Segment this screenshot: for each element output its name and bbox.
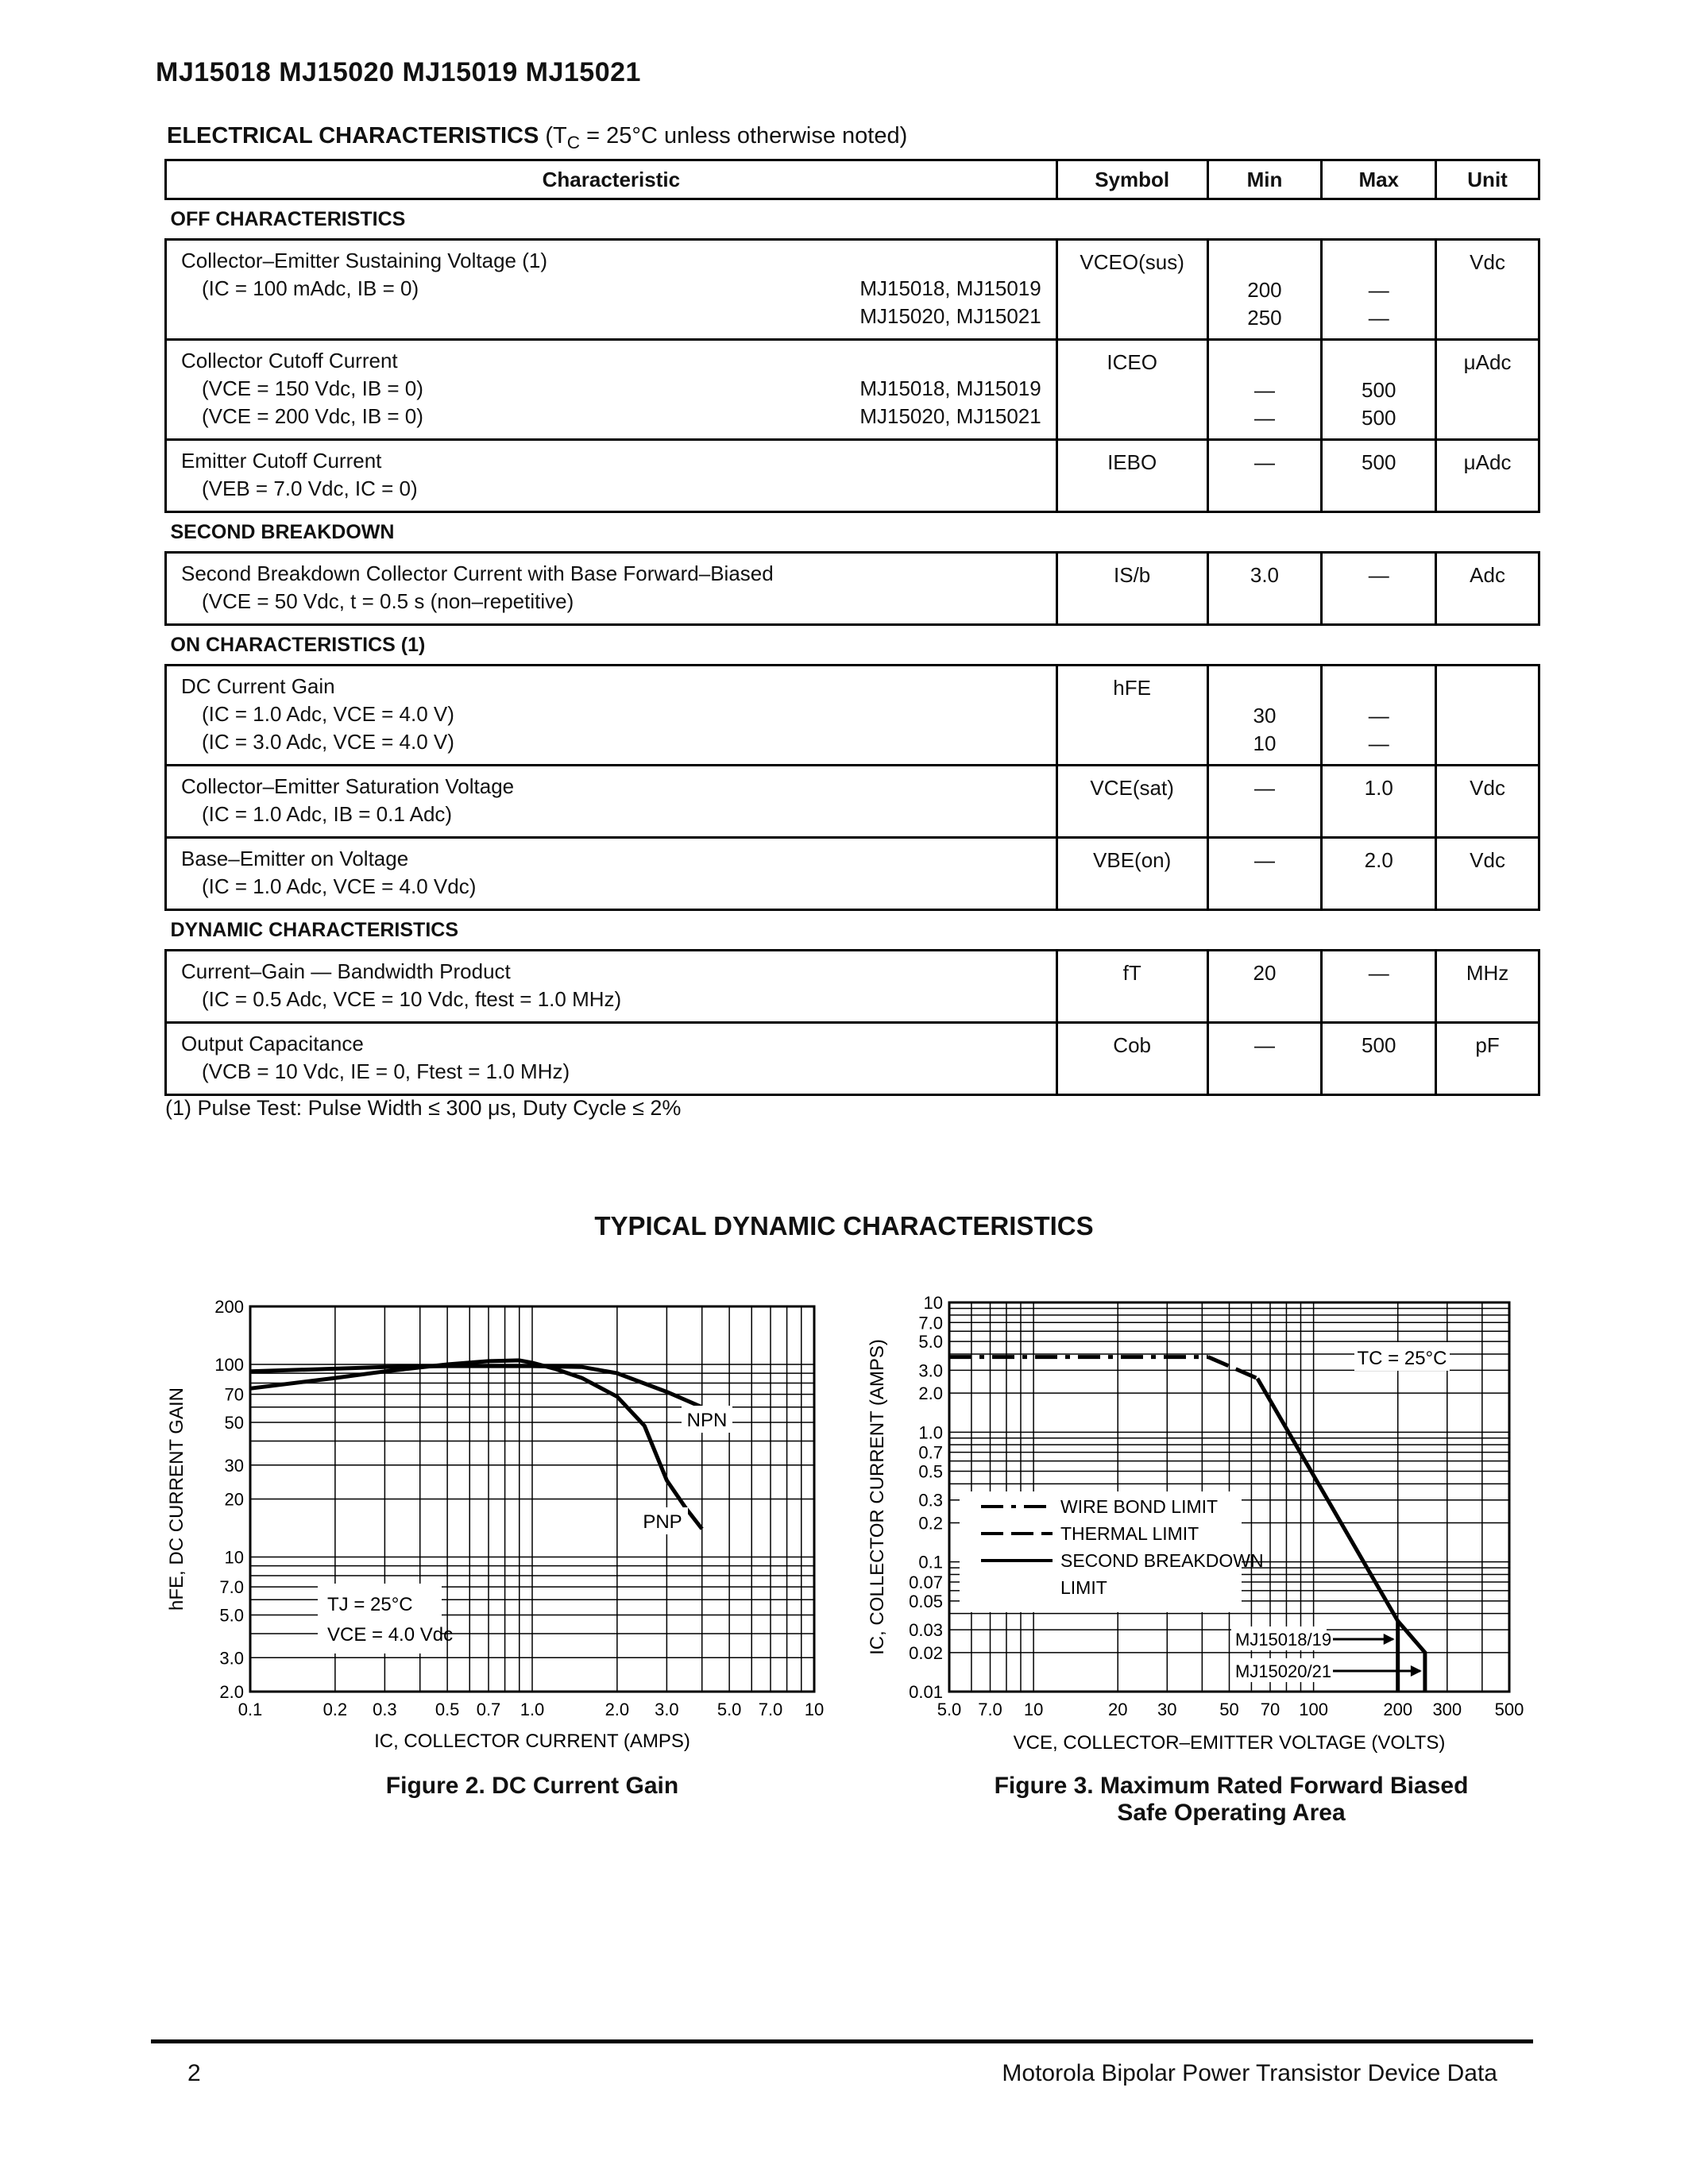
- y-tick-label: 5.0: [219, 1605, 244, 1626]
- y-tick-label: 3.0: [918, 1360, 943, 1381]
- figure2-caption: Figure 2. DC Current Gain: [385, 1773, 679, 1799]
- annotation-line-1: TJ = 25°C: [327, 1594, 413, 1615]
- x-axis-label: IC, COLLECTOR CURRENT (AMPS): [374, 1731, 690, 1752]
- y-tick-label: 0.1: [918, 1552, 943, 1572]
- figure3-caption: Figure 3. Maximum Rated Forward Biased Safe Operating Area: [994, 1773, 1469, 1826]
- y-axis-label: hFE, DC CURRENT GAIN: [166, 1387, 187, 1611]
- y-tick-label: 70: [224, 1384, 244, 1405]
- x-tick-label: 50: [1219, 1700, 1239, 1719]
- col-max: Max: [1322, 160, 1436, 199]
- dc-current-gain-chart: [151, 1279, 850, 1771]
- x-tick-label: 5.0: [717, 1700, 742, 1719]
- x-tick-label: 500: [1494, 1700, 1524, 1719]
- x-tick-label: 3.0: [655, 1700, 679, 1719]
- table-row: Output Capacitance (VCB = 10 Vdc, IE = 0, Ftest = 1.0 MHz) Cob — 500 pF: [166, 1023, 1539, 1095]
- table-row: Collector–Emitter Saturation Voltage (IC = 1.0 Adc, IB = 0.1 Adc) VCE(sat) — 1.0 Vdc: [166, 766, 1539, 838]
- x-tick-label: 1.0: [520, 1700, 545, 1719]
- y-tick-label: 200: [214, 1297, 244, 1317]
- x-tick-label: 5.0: [937, 1700, 962, 1719]
- table-row: Emitter Cutoff Current (VEB = 7.0 Vdc, IC = 0) IEBO — 500 μAdc: [166, 440, 1539, 512]
- y-tick-label: 0.3: [918, 1490, 943, 1511]
- table-row: DC Current Gain (IC = 1.0 Adc, VCE = 4.0 V) (IC = 3.0 Adc, VCE = 4.0 V) hFE 30 10 — —: [166, 666, 1539, 766]
- y-tick-label: 20: [224, 1489, 244, 1510]
- series-label-npn: NPN: [686, 1410, 728, 1431]
- y-tick-label: 7.0: [219, 1577, 244, 1598]
- y-axis-label: IC, COLLECTOR CURRENT (AMPS): [867, 1339, 888, 1655]
- y-tick-label: 0.5: [918, 1461, 943, 1482]
- annotation-line-2: VCE = 4.0 Vdc: [327, 1624, 454, 1646]
- y-tick-label: 2.0: [918, 1383, 943, 1404]
- section-on: ON CHARACTERISTICS (1): [170, 634, 426, 656]
- footnote: (1) Pulse Test: Pulse Width ≤ 300 μs, Duty Cycle ≤ 2%: [165, 1096, 682, 1120]
- col-characteristic: Characteristic: [166, 160, 1057, 199]
- x-tick-label: 2.0: [605, 1700, 630, 1719]
- x-tick-label: 0.1: [238, 1700, 263, 1719]
- device-arrowhead-2: [1411, 1665, 1422, 1677]
- section-title: TYPICAL DYNAMIC CHARACTERISTICS: [594, 1211, 1094, 1241]
- series-line-thermal-limit: [1208, 1357, 1257, 1379]
- device-label-mj15018-19: MJ15018/19: [1235, 1630, 1332, 1650]
- footer-rule: [151, 2039, 1533, 2043]
- col-min: Min: [1207, 160, 1322, 199]
- x-tick-label: 300: [1432, 1700, 1462, 1719]
- y-tick-label: 0.03: [909, 1620, 943, 1641]
- y-tick-label: 0.2: [918, 1513, 943, 1534]
- y-tick-label: 0.07: [909, 1572, 943, 1592]
- table-row: Current–Gain — Bandwidth Product (IC = 0.5 Adc, VCE = 10 Vdc, ftest = 1.0 MHz) fT 20 — MHz: [166, 951, 1539, 1023]
- y-tick-label: 10: [224, 1547, 244, 1568]
- legend-label-limit: LIMIT: [1060, 1577, 1107, 1598]
- x-tick-label: 200: [1383, 1700, 1413, 1719]
- table-row: Second Breakdown Collector Current with Base Forward–Biased (VCE = 50 Vdc, t = 0.5 s (non–repetitive) IS/b 3.0 — Adc: [166, 553, 1539, 625]
- section-off: OFF CHARACTERISTICS: [170, 208, 406, 230]
- y-tick-label: 5.0: [918, 1332, 943, 1352]
- device-label-mj15020-21: MJ15020/21: [1235, 1661, 1332, 1681]
- y-tick-label: 0.05: [909, 1591, 943, 1611]
- table-row: Collector Cutoff Current (VCE = 150 Vdc, IB = 0) MJ15018, MJ15019 (VCE = 200 Vdc, IB = 0) MJ15020, MJ15021 ICEO — — 500 500 μAdc: [166, 340, 1539, 440]
- table-header-row: [166, 160, 1539, 199]
- electrical-characteristics-table: [164, 159, 1540, 1096]
- y-tick-label: 0.02: [909, 1642, 943, 1663]
- x-tick-label: 0.2: [323, 1700, 348, 1719]
- section-second-breakdown: SECOND BREAKDOWN: [170, 521, 395, 543]
- y-tick-label: 1.0: [918, 1422, 943, 1443]
- x-tick-label: 7.0: [758, 1700, 783, 1719]
- col-symbol: Symbol: [1056, 160, 1207, 199]
- series-label-pnp: PNP: [643, 1511, 682, 1533]
- series-line-pnp: [250, 1360, 702, 1529]
- tc-annotation: TC = 25°C: [1357, 1348, 1447, 1369]
- page-header: MJ15018 MJ15020 MJ15019 MJ15021: [156, 57, 641, 87]
- legend-label-thermal: THERMAL LIMIT: [1060, 1523, 1199, 1544]
- y-tick-label: 7.0: [918, 1313, 943, 1333]
- x-tick-label: 30: [1157, 1700, 1177, 1719]
- safe-operating-area-chart: [858, 1279, 1557, 1771]
- footer-text: Motorola Bipolar Power Transistor Device Data: [1002, 2060, 1497, 2086]
- electrical-characteristics-title: ELECTRICAL CHARACTERISTICS ($T_C = 25^\circ C$ unless otherwise noted): [167, 123, 908, 152]
- x-axis-label: VCE, COLLECTOR–EMITTER VOLTAGE (VOLTS): [1013, 1732, 1446, 1754]
- x-tick-label: 0.5: [435, 1700, 460, 1719]
- x-tick-label: 10: [804, 1700, 825, 1719]
- table-row: Base–Emitter on Voltage (IC = 1.0 Adc, VCE = 4.0 Vdc) VBE(on) — 2.0 Vdc: [166, 838, 1539, 910]
- page-number: 2: [187, 2060, 201, 2086]
- y-tick-label: 10: [923, 1293, 943, 1313]
- col-unit: Unit: [1436, 160, 1539, 199]
- y-tick-label: 2.0: [219, 1682, 244, 1702]
- legend-label-second-breakdown: SECOND BREAKDOWN: [1060, 1550, 1264, 1571]
- x-tick-label: 70: [1260, 1700, 1280, 1719]
- y-tick-label: 0.01: [909, 1682, 943, 1702]
- x-tick-label: 20: [1107, 1700, 1128, 1719]
- legend-label-wire-bond: WIRE BOND LIMIT: [1060, 1496, 1219, 1517]
- y-tick-label: 100: [214, 1354, 244, 1375]
- y-tick-label: 30: [224, 1455, 244, 1476]
- x-tick-label: 0.3: [373, 1700, 397, 1719]
- section-dynamic: DYNAMIC CHARACTERISTICS: [170, 919, 458, 941]
- series-line-npn: [250, 1366, 702, 1407]
- x-tick-label: 7.0: [978, 1700, 1002, 1719]
- table-row: Collector–Emitter Sustaining Voltage (1) (IC = 100 mAdc, IB = 0) MJ15018, MJ15019 MJ15020, MJ15021 VCEO(sus) 200 250 — — Vdc: [166, 240, 1539, 340]
- x-tick-label: 10: [1023, 1700, 1044, 1719]
- y-tick-label: 0.7: [918, 1442, 943, 1463]
- x-tick-label: 0.7: [476, 1700, 501, 1719]
- device-arrowhead-1: [1384, 1634, 1395, 1645]
- x-tick-label: 100: [1299, 1700, 1328, 1719]
- y-tick-label: 3.0: [219, 1648, 244, 1669]
- y-tick-label: 50: [224, 1412, 244, 1433]
